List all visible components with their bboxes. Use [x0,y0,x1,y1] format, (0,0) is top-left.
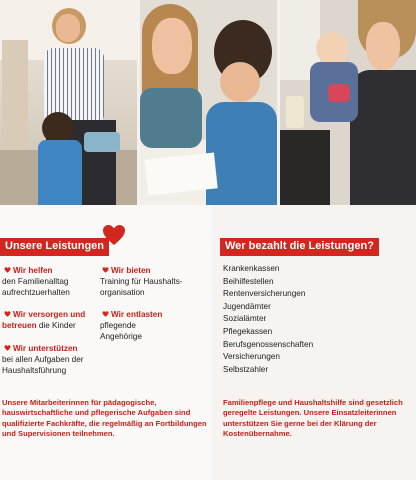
photo-strip [0,0,416,205]
service-support-text2: Haushaltsführung [2,366,67,375]
payer-item: Krankenkassen [223,264,280,273]
service-support-label: Wir unterstützen [13,344,78,353]
payer-item: Versicherungen [223,352,280,362]
payers-heading: Wer bezahlt die Leistungen? [220,238,379,256]
service-training-label: Wir bieten [111,266,151,275]
services-heading: Unsere Leistungen [0,238,109,256]
service-relief-text2: Angehörige [100,332,142,341]
service-relief-text: pflegende [100,321,136,330]
service-training-text2: organisation [100,288,145,297]
heart-icon [102,224,126,246]
heart-icon [4,311,11,317]
payers-list [223,263,313,376]
payer-item: Rentenversicherungen [223,289,306,299]
service-care-title [4,310,85,321]
service-help-label: Wir helfen [13,266,53,275]
services-panel [0,205,212,480]
service-care-suffix: die Kinder [36,321,76,330]
heart-icon [4,345,11,351]
payer-item: Sozialämter [223,314,267,324]
payer-item: Jugendämter [223,301,271,311]
heart-icon [102,267,109,273]
service-help-title [4,266,53,277]
payers-paragraph: Familienpflege und Haushaltshilfe sind gesetzlich geregelte Leistungen. Unsere Einsatzleiterinnen unterstützen Sie gerne bei der Klärung der Kostenübernahme. [223,398,403,438]
photo-woman-with-child-drawing [140,0,277,205]
payer-item: Berufsgenossenschaften [223,339,314,349]
service-relief-title [102,310,162,321]
service-help-text: den Familienalltag [2,277,69,286]
service-care-label2: betreuen [2,321,37,330]
service-care-label: Wir versorgen und [13,310,86,319]
service-relief-label: Wir entlasten [111,310,163,319]
heart-icon [102,311,109,317]
service-care-line2 [2,321,76,332]
payers-panel [212,205,416,480]
photo-woman-with-child-laundry [0,0,137,205]
service-training-text: Training für Haushalts- [100,277,183,286]
heart-icon [4,267,11,273]
services-paragraph: Unsere Mitarbeiterinnen für pädagogische, hauswirtschaftliche und pflegerische Aufgaben sind qualifizierte Fachkräfte, die regelmäßig an Fortbildungen und Supervisionen teilnehmen. [2,398,207,438]
service-training-title [102,266,151,277]
service-support-title [4,344,78,355]
payer-item: Selbstzahler [223,364,269,374]
service-help-text2: aufrechtzuerhalten [2,288,70,297]
photo-mother-feeding-baby [280,0,416,205]
payer-item: Pflegekassen [223,326,273,336]
payer-item: Beihilfestellen [223,276,274,286]
service-support-text: bei allen Aufgaben der [2,355,84,364]
